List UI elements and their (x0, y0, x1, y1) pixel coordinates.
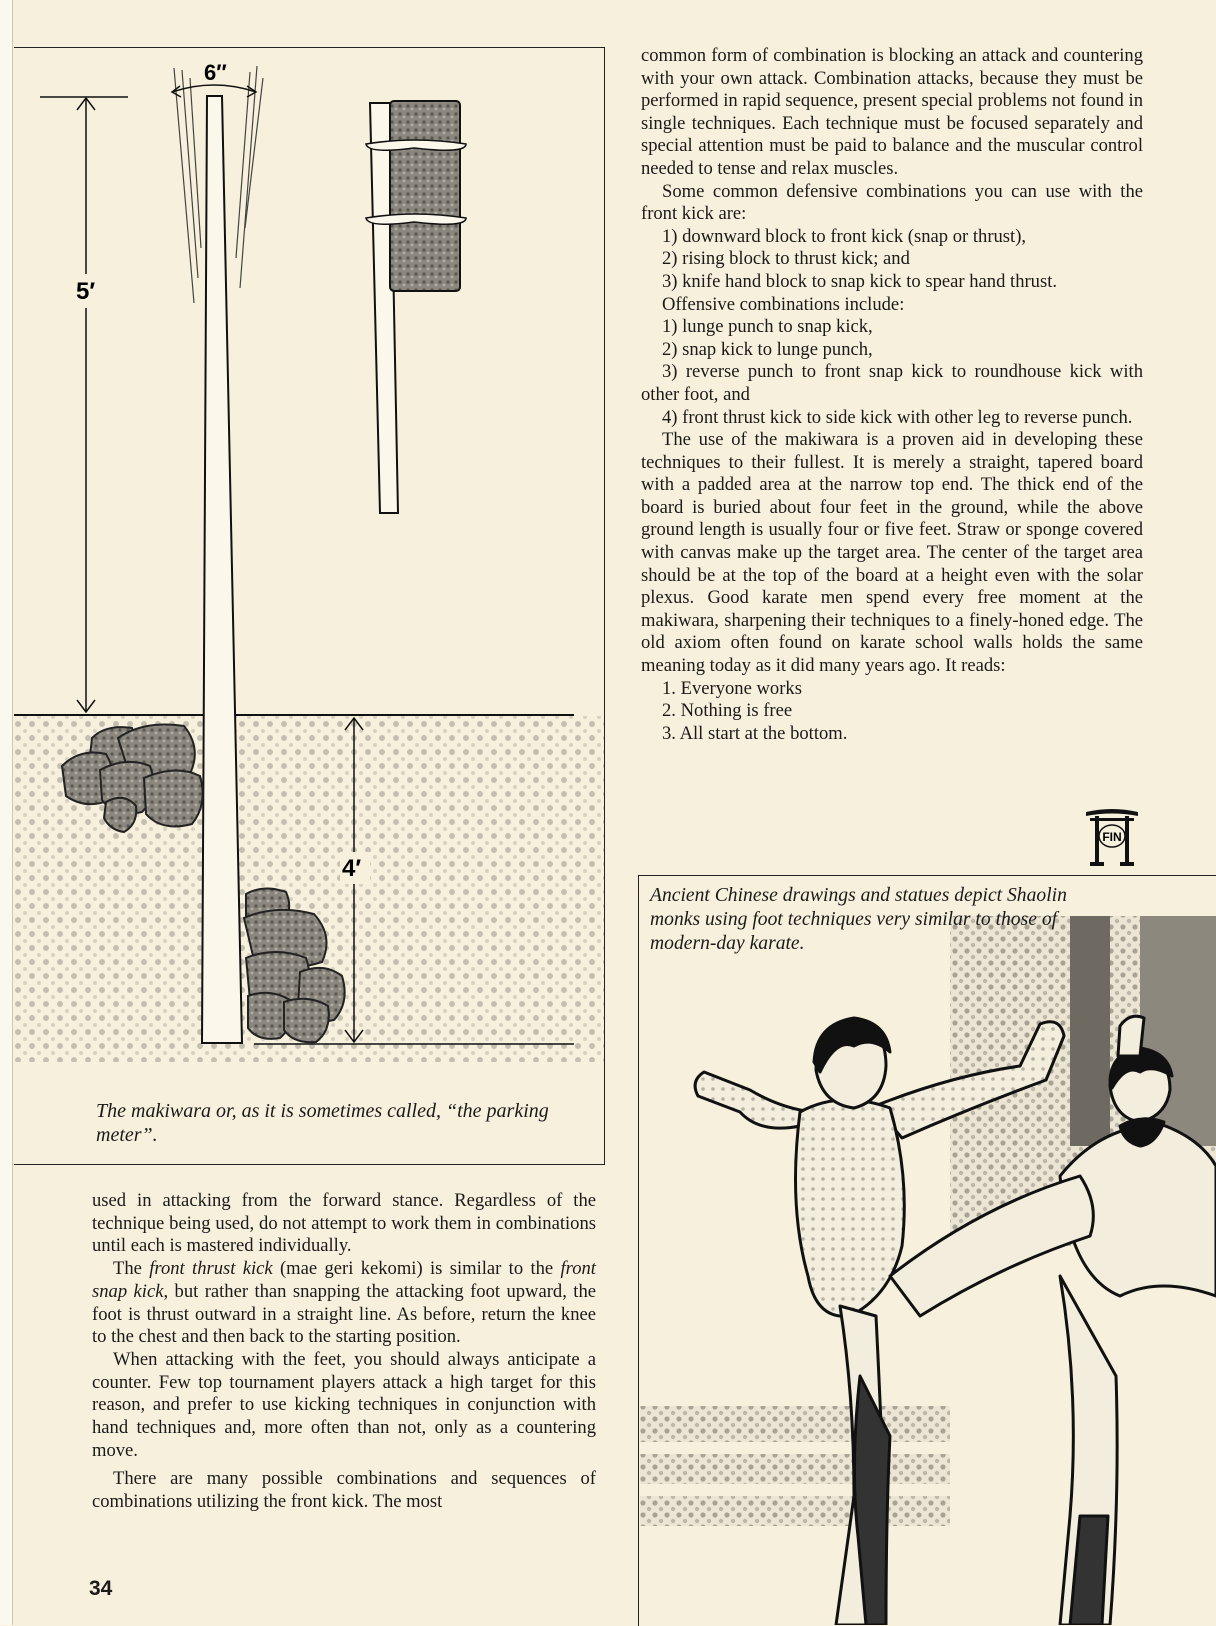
term-front-thrust-kick: front thrust kick (149, 1258, 273, 1280)
paragraph: Some common defensive combinations you can use with the front kick are: (641, 180, 1143, 225)
term-front-snap-kick: front snap kick (92, 1258, 596, 1302)
paragraph: common form of combination is blocking an attack and countering with your own attack. Combination attacks, because they must be performed in rapid sequence, present special problems not found in single techniques. Each technique must be focused separately and special attention must be paid to balance and the muscular control needed to tense and relax muscles. (641, 45, 1143, 179)
list-item: 3) knife hand block to snap kick to spear hand thrust. (662, 270, 1058, 292)
list-item: 2. Nothing is free (662, 700, 793, 722)
paragraph: The front thrust kick (mae geri kekomi) is similar to the front snap kick, but rather than snapping the attacking foot upward, the foot is thrust outward in a straight line. As before, return the knee to the chest and then back to the starting position. (92, 1258, 596, 1348)
paragraph: Offensive combinations include: (662, 293, 905, 315)
fin-end-mark (1084, 806, 1140, 868)
dim-4ft: 4′ (342, 855, 362, 882)
list-item: 3. All start at the bottom. (662, 722, 848, 744)
list-item: 3) reverse punch to front snap kick to roundhouse kick with other foot, and (641, 361, 1143, 405)
shaolin-monks-illustration (640, 876, 1216, 1625)
makiwara-figure (14, 47, 605, 1165)
paragraph: The use of the makiwara is a proven aid in developing these techniques to their fullest. It is merely a straight, tapered board with a padded area at the narrow top end. The thick end of the board is buried about four feet in the ground, while the above ground length is usually four or five feet. Straw or sponge covered with canvas make up the target area. The center of the target area should be at the top of the board at a height even with the solar plexus. Good karate men spend every free moment at the makiwara, sharpening their techniques to a finely-honed edge. The old axiom often found on karate school walls holds the same meaning today as it did many years ago. It reads: (641, 429, 1143, 677)
paragraph: When attacking with the feet, you should always anticipate a counter. Few top tournament players attack a high target for this reason, and prefer to use kicking techniques in conjunction with hand techniques and, more often than not, only as a countering move. (92, 1348, 596, 1461)
list-item: 2) rising block to thrust kick; and (662, 248, 910, 270)
list-item: 1. Everyone works (662, 677, 802, 699)
list-item: 1) downward block to front kick (snap or thrust), (662, 225, 1027, 247)
list-item: 2) snap kick to lunge punch, (662, 338, 873, 360)
illustration-caption: Ancient Chinese drawings and statues depict Shaolin monks using foot techniques very similar to those of modern-day karate. (650, 885, 1067, 954)
makiwara-caption: The makiwara or, as it is sometimes called, “the parking meter”. (96, 1100, 549, 1146)
paragraph: There are many possible combinations and sequences of combinations utilizing the front kick. The most (92, 1468, 596, 1513)
makiwara-diagram (14, 48, 604, 1164)
fin-label: FIN (1102, 830, 1122, 844)
list-item: 4) front thrust kick to side kick with other leg to reverse punch. (662, 406, 1133, 428)
dim-5ft: 5′ (76, 278, 96, 305)
paragraph: used in attacking from the forward stance. Regardless of the technique being used, do not attempt to work them in combinations until each is mastered individually. (92, 1190, 596, 1257)
article-right-column (641, 45, 1143, 745)
article-left-column (92, 1190, 596, 1514)
page-number: 34 (89, 1577, 113, 1600)
dim-6in: 6″ (204, 60, 227, 85)
list-item: 1) lunge punch to snap kick, (662, 316, 873, 338)
page-gutter (0, 0, 13, 1625)
